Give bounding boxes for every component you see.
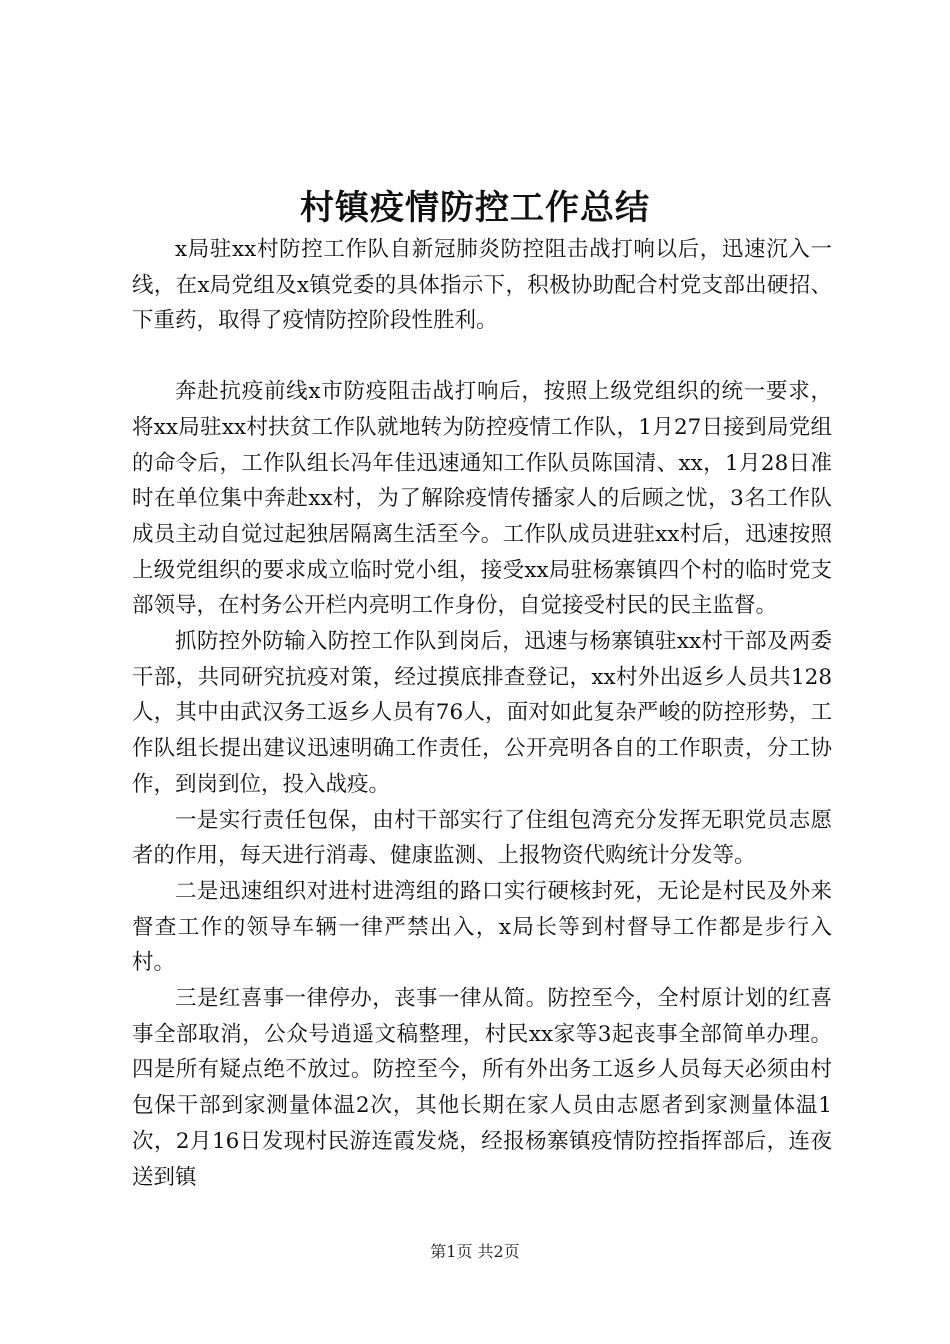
document-body (132, 232, 832, 1195)
paragraph-front-line: 奔赴抗疫前线x市防疫阻击战打响后，按照上级党组织的统一要求，将xx局驻xx村扶贫工作队就地转为防控疫情工作队，1月27日接到局党组的命令后，工作队组长冯年佳迅速通知工作队员陈国清、xx，1月28日准时在单位集中奔赴xx村，为了解除疫情传播家人的后顾之忧，3名工作队成员主动自觉过起独居隔离生活至今。工作队成员进驻xx村后，迅速按照上级党组织的要求成立临时党小组，接受xx局驻杨寨镇四个村的临时党支部领导，在村务公开栏内亮明工作身份，自觉接受村民的民主监督。 (132, 379, 832, 619)
page-number-footer: 第1页 共2页 (430, 1242, 520, 1261)
paragraph-prevention: 抓防控外防输入防控工作队到岗后，迅速与杨寨镇驻xx村干部及两委干部，共同研究抗疫对策，经过摸底排查登记，xx村外出返乡人员共128人，其中由武汉务工返乡人员有76人，面对如此复杂严峻的防控形势，工作队组长提出建议迅速明确工作责任，公开亮明各自的工作职责，分工协作，到岗到位，投入战疫。 (132, 629, 832, 797)
paragraph-intro: x局驻xx村防控工作队自新冠肺炎防控阻击战打响以后，迅速沉入一线，在x局党组及x镇党委的具体指示下，积极协助配合村党支部出硬招、下重药，取得了疫情防控阶段性胜利。 (132, 237, 832, 334)
paragraph-measure-two: 二是迅速组织对进村进湾组的路口实行硬核封死，无论是村民及外来督查工作的领导车辆一律严禁出入，x局长等到村督导工作都是步行入村。 (132, 878, 832, 976)
document-title: 村镇疫情防控工作总结 (300, 188, 650, 228)
paragraph-measure-one: 一是实行责任包保，由村干部实行了住组包湾充分发挥无职党员志愿者的作用，每天进行消毒、健康监测、上报物资代购统计分发等。 (132, 807, 832, 869)
paragraph-measure-three: 三是红喜事一律停办，丧事一律从简。防控至今，全村原计划的红喜事全部取消，公众号逍遥文稿整理，村民xx家等3起丧事全部简单办理。四是所有疑点绝不放过。防控至今，所有外出务工返乡人员每天必须由村包保干部到家测量体温2次，其他长期在家人员由志愿者到家测量体温1次，2月16日发现村民游连霞发烧，经报杨寨镇疫情防控指挥部后，连夜送到镇 (132, 986, 832, 1190)
